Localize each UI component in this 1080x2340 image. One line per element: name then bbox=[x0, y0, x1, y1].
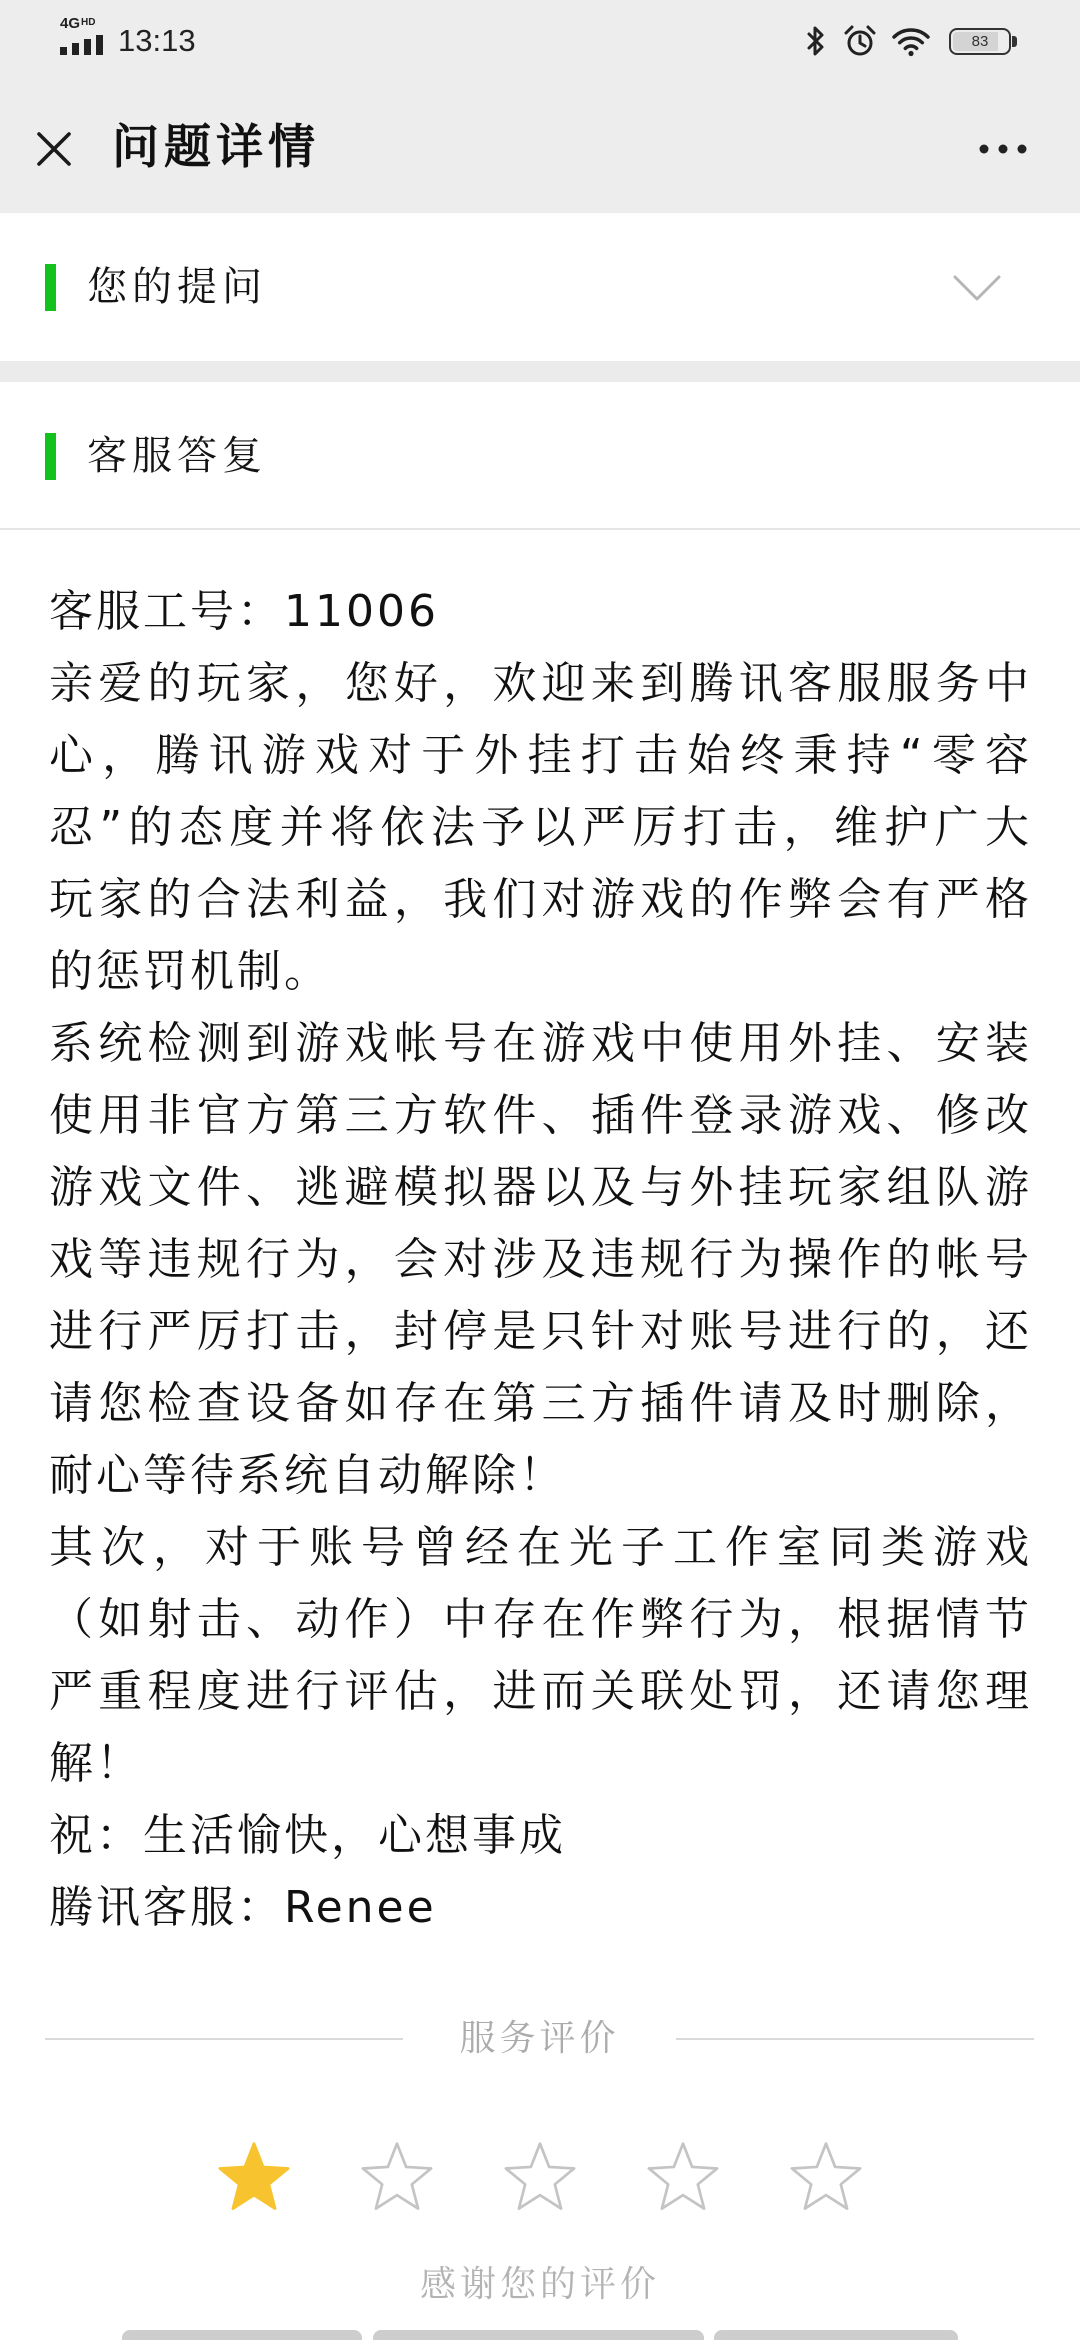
chevron-down-icon[interactable] bbox=[953, 275, 1001, 301]
battery-percent: 83 bbox=[971, 33, 989, 50]
answer-text-line: 客服工号：11006 bbox=[49, 586, 439, 637]
answer-text-line: （如射击、动作）中存在作弊行为，根据情节 bbox=[49, 1594, 1032, 1645]
section-gap bbox=[0, 361, 1080, 382]
section-accent-bar bbox=[45, 264, 56, 311]
answer-text-line: 的惩罚机制。 bbox=[49, 946, 331, 997]
battery-nub bbox=[1012, 36, 1017, 47]
answer-section-title: 客服答复 bbox=[87, 433, 267, 479]
answer-text-line: 系统检测到游戏帐号在游戏中使用外挂、安装 bbox=[49, 1018, 1032, 1069]
answer-body bbox=[49, 576, 1032, 1944]
answer-text-line: 忍”的态度并将依法予以严厉打击，维护广大 bbox=[49, 802, 1032, 853]
battery-icon bbox=[949, 28, 1011, 55]
answer-text-line: 心，腾讯游戏对于外挂打击始终秉持“零容 bbox=[49, 730, 1032, 781]
page-title: 问题详情 bbox=[112, 120, 320, 175]
answer-text-line: 进行严厉打击，封停是只针对账号进行的，还 bbox=[49, 1306, 1032, 1357]
wifi-icon bbox=[891, 25, 931, 57]
answer-text-line: 腾讯客服：Renee bbox=[49, 1882, 437, 1933]
answer-text-line: 亲爱的玩家，您好，欢迎来到腾讯客服服务中 bbox=[49, 658, 1032, 709]
answer-text-line: 其次，对于账号曾经在光子工作室同类游戏 bbox=[49, 1522, 1032, 1573]
rating-star-5[interactable] bbox=[787, 2139, 865, 2217]
rating-star-3[interactable] bbox=[501, 2139, 579, 2217]
star-icon bbox=[358, 2139, 436, 2217]
rating-divider-left bbox=[45, 2038, 403, 2040]
bottom-action-button-3[interactable] bbox=[714, 2330, 958, 2340]
star-icon bbox=[501, 2139, 579, 2217]
answer-text-line: 解！ bbox=[49, 1738, 143, 1789]
answer-text-line: 请您检查设备如存在第三方插件请及时删除， bbox=[49, 1378, 1032, 1429]
answer-text-line: 耐心等待系统自动解除！ bbox=[49, 1450, 566, 1501]
rating-title: 服务评价 bbox=[459, 2018, 620, 2059]
network-type: 4G bbox=[60, 15, 81, 32]
close-button[interactable] bbox=[30, 125, 78, 173]
answer-text-line: 玩家的合法利益，我们对游戏的作弊会有严格 bbox=[49, 874, 1032, 925]
section-accent-bar bbox=[45, 433, 56, 480]
rating-star-2[interactable] bbox=[358, 2139, 436, 2217]
answer-text-line: 使用非官方第三方软件、插件登录游戏、修改 bbox=[49, 1090, 1032, 1141]
bottom-action-button-2[interactable] bbox=[373, 2330, 704, 2340]
answer-text-line: 游戏文件、逃避模拟器以及与外挂玩家组队游 bbox=[49, 1162, 1032, 1213]
answer-section bbox=[0, 382, 1080, 530]
answer-text-line: 严重程度进行评估，进而关联处罚，还请您理 bbox=[49, 1666, 1032, 1717]
network-indicator bbox=[60, 13, 95, 33]
answer-text-line: 祝：生活愉快，心想事成 bbox=[49, 1810, 566, 1861]
battery-level bbox=[953, 32, 1007, 51]
rating-star-4[interactable] bbox=[644, 2139, 722, 2217]
status-bar bbox=[0, 0, 1080, 82]
close-icon[interactable] bbox=[35, 130, 73, 168]
more-button[interactable] bbox=[975, 131, 1031, 167]
star-icon bbox=[644, 2139, 722, 2217]
network-badge: HD bbox=[81, 17, 96, 28]
bluetooth-icon bbox=[805, 23, 827, 59]
rating-thanks: 感谢您的评价 bbox=[419, 2264, 660, 2305]
star-icon bbox=[787, 2139, 865, 2217]
status-time: 13:13 bbox=[118, 23, 196, 58]
more-icon[interactable] bbox=[979, 143, 1027, 155]
question-section[interactable] bbox=[0, 213, 1080, 361]
rating-star-1[interactable] bbox=[215, 2139, 293, 2217]
question-section-title: 您的提问 bbox=[87, 264, 267, 310]
signal-icon bbox=[60, 35, 104, 55]
star-icon bbox=[215, 2139, 293, 2217]
alarm-icon bbox=[843, 24, 877, 58]
answer-text-line: 戏等违规行为，会对涉及违规行为操作的帐号 bbox=[49, 1234, 1032, 1285]
header-bar bbox=[0, 82, 1080, 213]
rating-divider-right bbox=[676, 2038, 1034, 2040]
rating-stars bbox=[0, 2139, 1080, 2217]
bottom-action-button-1[interactable] bbox=[122, 2330, 362, 2340]
